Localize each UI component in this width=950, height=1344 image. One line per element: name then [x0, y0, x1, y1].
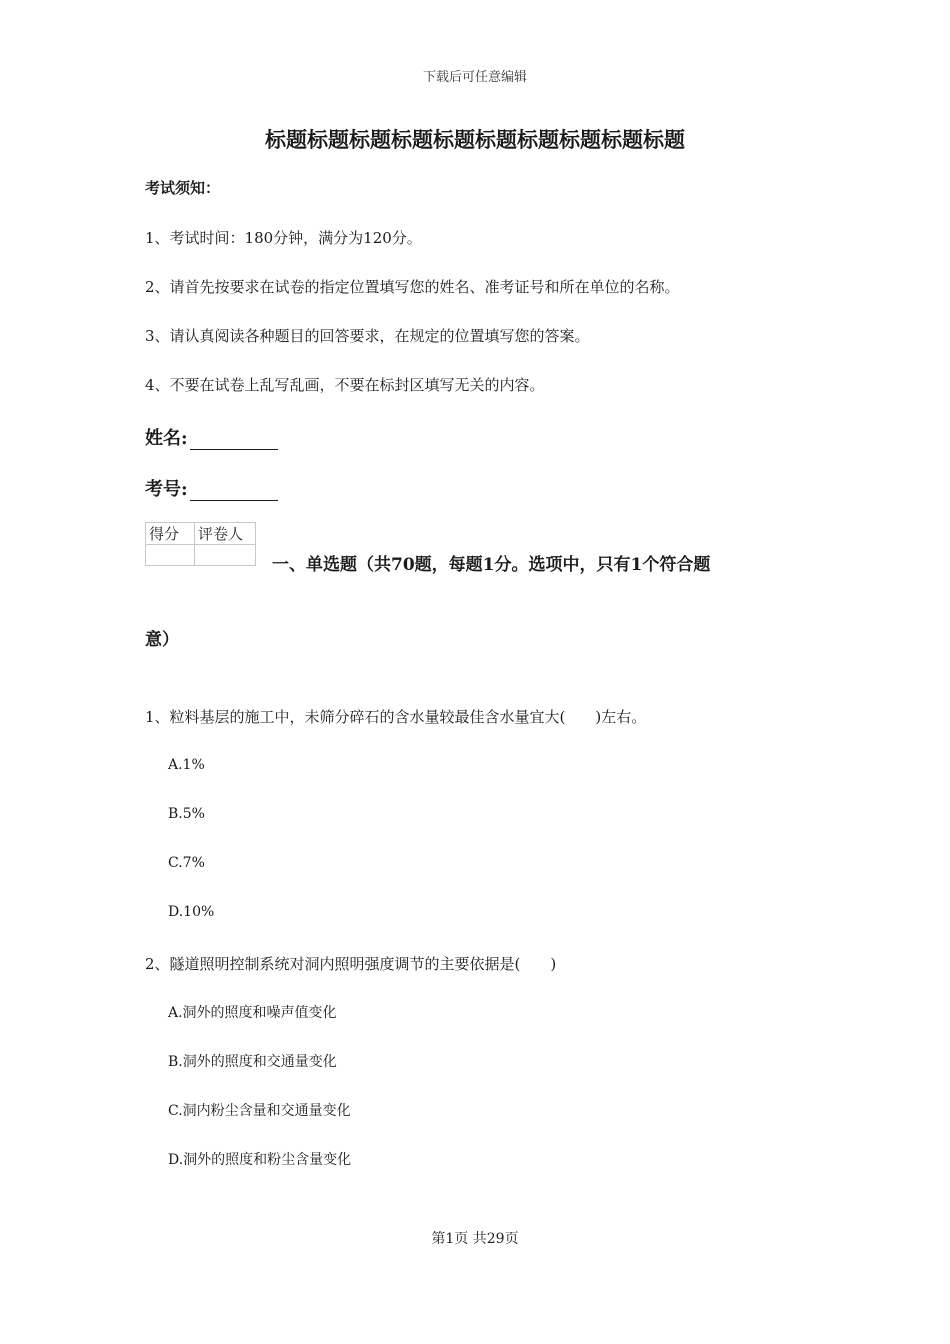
- exam-id-label: 考号:: [145, 479, 188, 500]
- score-cell[interactable]: [146, 545, 195, 566]
- notice-heading: 考试须知：: [145, 179, 221, 197]
- exam-id-field: [145, 475, 278, 501]
- section-title-continued: 意）: [145, 630, 179, 650]
- rule-item: 1、考试时间：180分钟，满分为120分。: [145, 229, 422, 247]
- section-title: 一、单选题（共70题，每题1分。选项中，只有1个符合题: [272, 555, 711, 575]
- grader-header: 评卷人: [195, 523, 256, 545]
- option-item: A.洞外的照度和噪声值变化: [168, 1005, 337, 1021]
- page-footer: 第1页 共29页: [431, 1231, 519, 1247]
- option-item: A.1%: [168, 757, 205, 773]
- question-text: 2、隧道照明控制系统对洞内照明强度调节的主要依据是( ): [145, 955, 557, 973]
- option-item: C.7%: [168, 855, 205, 871]
- option-item: D.洞外的照度和粉尘含量变化: [168, 1152, 352, 1168]
- question-text: 1、粒料基层的施工中，未筛分碎石的含水量较最佳含水量宜大( )左右。: [145, 708, 647, 726]
- grader-cell[interactable]: [195, 545, 256, 566]
- name-label: 姓名:: [145, 428, 188, 449]
- score-table-header-row: [146, 523, 256, 545]
- name-field: [145, 424, 278, 450]
- option-item: B.5%: [168, 806, 205, 822]
- option-item: D.10%: [168, 904, 215, 920]
- name-blank[interactable]: [190, 431, 278, 450]
- header-note: 下载后可任意编辑: [422, 70, 527, 85]
- document-title: 标题标题标题标题标题标题标题标题标题标题: [265, 127, 685, 152]
- option-item: B.洞外的照度和交通量变化: [168, 1054, 337, 1070]
- exam-id-blank[interactable]: [190, 482, 278, 501]
- rule-item: 4、不要在试卷上乱写乱画，不要在标封区填写无关的内容。: [145, 376, 545, 394]
- rule-item: 3、请认真阅读各种题目的回答要求，在规定的位置填写您的答案。: [145, 327, 590, 345]
- score-header: 得分: [146, 523, 195, 545]
- score-table-blank-row: [146, 545, 256, 566]
- score-table: [145, 522, 256, 566]
- rule-item: 2、请首先按要求在试卷的指定位置填写您的姓名、准考证号和所在单位的名称。: [145, 278, 680, 296]
- option-item: C.洞内粉尘含量和交通量变化: [168, 1103, 351, 1119]
